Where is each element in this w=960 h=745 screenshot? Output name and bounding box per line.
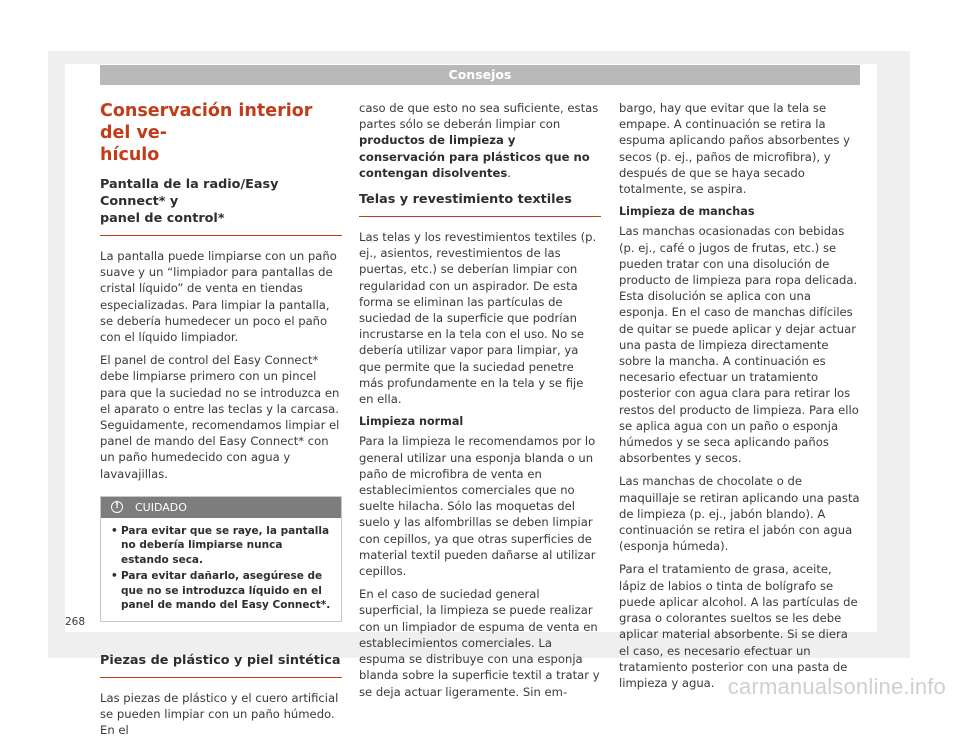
paragraph: Las manchas ocasionadas con bebidas (p. ej., café o jugos de frutas, etc.) se pueden tratar con una disolución de producto de limpieza para ropa delicada. Esta disolución se aplica con una esponja. En el caso de manchas difíciles de quitar se puede aplicar y dejar actuar una pasta de limpieza directamente sobre la mancha. A continuación es necesario efectuar un tratamiento posterior con agua clara para retirar los restos del producto de limpieza. Para ello se aplica agua con un paño o esponja húmedos y se seca aplicando paños absorbentes y secos. [619,224,859,466]
paragraph: Para el tratamiento de grasa, aceite, lápiz de labios o tinta de bolígrafo se puede aplicar alcohol. A las partículas de grasa o colorantes sueltos se les debe aplicar material absorbente. Si se diera el caso, es necesario efectuar un tratamiento posterior con una pasta de limpieza y agua. [619,562,858,690]
paragraph: El panel de control del Easy Connect* debe limpiarse primero con un pincel para que la suciedad no se introduzca en el aparato o entre las teclas y la carcasa. Seguidamente, recomendamos limpiar el panel de mando del Easy Connect* con un paño humedecido con agua y lavavajillas. [100,353,340,481]
paragraph: Para la limpieza le recomendamos por lo general utilizar una esponja blanda o un paño de microfibra de venta en establecimientos comerciales que no suelte hilacha. Sólo las moquetas del suelo y las alfombrillas se deben limpiar con cepillos, ya que otras superficies de material textil pueden dañarse al utilizar cepillos. [359,434,596,579]
bullet-icon: • [111,524,118,537]
section-heading-radio-display: Pantalla de la radio/Easy Connect* y panel de control* [100,176,342,236]
paragraph: bargo, hay que evitar que la tela se empape. A continuación se retira la espuma aplicando paños absorbentes y secos (p. ej., paños de microfibra), y después de que se haya secado totalmente, se aspira. [619,101,850,197]
caution-header [101,497,341,518]
caution-label: CUIDADO [135,500,187,514]
paragraph: Las manchas de chocolate o de maquillaje se retiran aplicando una pasta de limpieza (p. ej., jabón blando). A continuación se retira el jabón con agua (esponja húmeda). [619,474,860,554]
section-heading-plastic: Piezas de plástico y piel sintética [100,652,342,678]
caution-body [101,518,341,621]
paragraph: La pantalla puede limpiarse con un paño suave y un “limpiador para pantallas de cristal líquido” de venta en tiendas especializadas. Para limpiar la pantalla, se debería humedecer un poco el paño con el líquido limpiador. [100,249,337,345]
chapter-title: Conservación interior del ve- hículo [100,101,313,165]
section-header-bar: Consejos [100,65,860,85]
paragraph: En el caso de suciedad general superficial, la limpieza se puede realizar con un limpiador de espuma de venta en establecimientos comerciales. La espuma se distribuye con una esponja blanda sobre la superficie textil a tratar y se deja actuar ligeramente. Sin em- [359,587,600,699]
column-middle [359,100,601,707]
column-left [100,100,342,745]
column-right [619,100,861,698]
section-heading-textiles: Telas y revestimiento textiles [359,191,601,217]
subheading-normal-cleaning: Limpieza normal [359,415,464,429]
caution-item: • Para evitar dañarlo, asegúrese de que no se introduzca líquido en el panel de mando del Easy Connect*. [111,570,331,612]
watermark: carmanualsonline.info [727,674,946,699]
bullet-icon: • [111,570,118,583]
caution-box [100,496,342,622]
caution-item: • Para evitar que se raye, la pantalla no debería limpiarse nunca estando seca. [111,524,330,566]
subheading-stain-cleaning: Limpieza de manchas [619,205,755,219]
paragraph: Las piezas de plástico y el cuero artificial se pueden limpiar con un paño húmedo. En el [100,690,339,738]
warning-icon: ! [111,501,123,513]
page-number: 268 [65,616,86,628]
paragraph: Las telas y los revestimientos textiles (p. ej., asientos, revestimientos de las puertas, etc.) se deberían limpiar con regularidad con un aspirador. De esta forma se eliminan las partículas de suciedad de la superficie que podrían incrustarse en la tela con el uso. No se debería utilizar vapor para limpiar, ya que permite que la suciedad penetre más profundamente en la tela y se fije en ella. [359,230,597,407]
paragraph: caso de que esto no sea suficiente, estas partes sólo se deberán limpiar con productos de limpieza y conservación para plásticos que no contengan disolventes. [359,101,599,180]
